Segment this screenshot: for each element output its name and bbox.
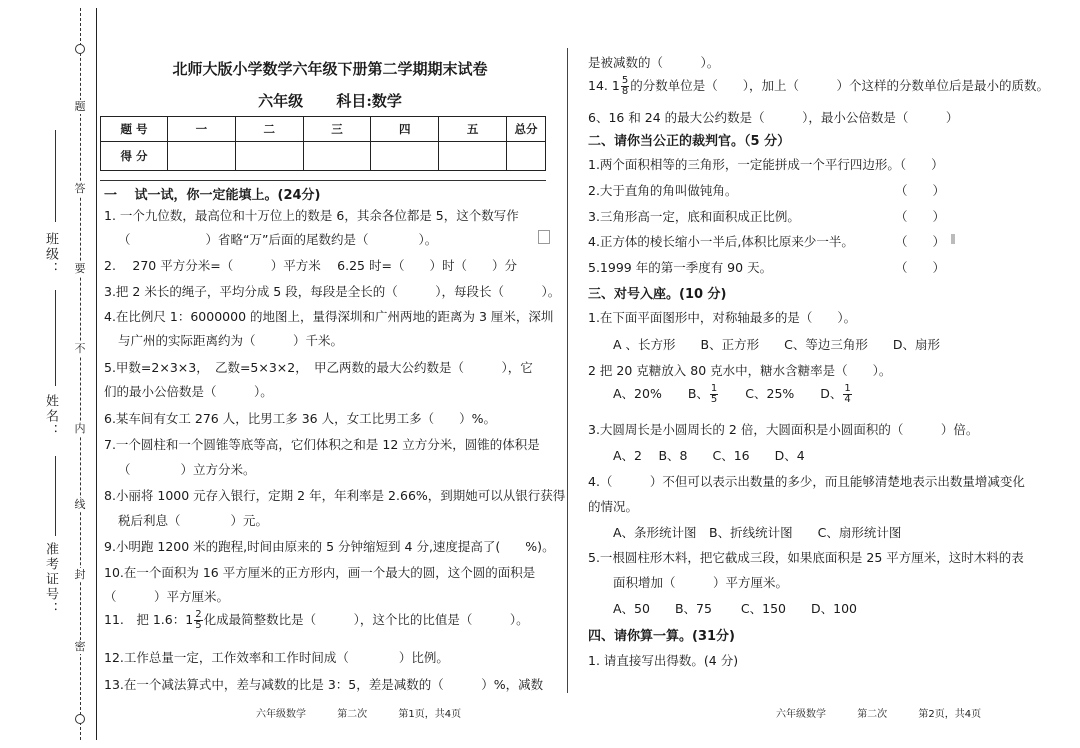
binding-hole-icon <box>75 44 85 54</box>
score-header-cell: 题 号 <box>101 117 168 142</box>
fraction-numerator: 2 <box>195 609 202 620</box>
section-2-heading: 二、请你当公正的裁判官。（5 分） <box>588 134 791 149</box>
question-13-continued: 是被减数的（ ）。 <box>588 55 720 70</box>
option-d-label: D、 <box>820 386 843 401</box>
question-13: 13.在一个减法算式中，差与减数的比是 3：5，差是减数的（ ）%，减数 <box>104 677 544 692</box>
seal-char: 题 <box>72 100 88 114</box>
question-1-line2: （ ）省略“万”后面的尾数约是（ ）。 <box>118 232 438 247</box>
question-6: 6.某车间有女工 276 人，比男工多 36 人，女工比男工多（ ）%。 <box>104 411 496 426</box>
exam-id-blank[interactable] <box>55 456 56 536</box>
question-7-line2: （ ）立方分米。 <box>118 462 256 477</box>
option-c: C、25% <box>745 386 795 401</box>
option-a: A、20% <box>613 386 662 401</box>
choice-question-5-line2: 面积增加（ ）平方厘米。 <box>613 575 789 590</box>
footer-exam-no: 第二次 <box>857 709 888 720</box>
column-divider <box>567 48 568 693</box>
fraction-denominator: 5 <box>710 394 718 405</box>
scan-mark-icon <box>951 234 955 244</box>
score-cell[interactable] <box>168 142 236 171</box>
fraction <box>621 76 629 97</box>
fraction <box>843 384 851 405</box>
judge-question-1: 1.两个面积相等的三角形，一定能拼成一个平行四边形。（ ） <box>588 157 944 172</box>
fraction <box>710 384 718 405</box>
score-header-cell: 二 <box>235 117 303 142</box>
choice-question-5-options: A、50 B、75 C、150 D、100 <box>613 601 857 616</box>
binding-hole-icon <box>75 714 85 724</box>
name-blank[interactable] <box>55 290 56 386</box>
score-cell[interactable] <box>507 142 546 171</box>
margin-border-line <box>96 8 97 740</box>
choice-question-4-options: A、条形统计图 B、折线统计图 C、扇形统计图 <box>613 525 902 540</box>
fraction-numerator: 1 <box>844 383 851 394</box>
choice-question-3: 3.大圆周长是小圆周长的 2 倍，大圆面积是小圆面积的（ ）倍。 <box>588 422 979 437</box>
seal-char: 要 <box>72 262 88 276</box>
page-footer-left <box>256 705 489 720</box>
question-5-line2: 们的最小公倍数是（ ）。 <box>104 384 273 399</box>
option-d <box>820 383 853 405</box>
choice-question-3-options: A、2 B、8 C、16 D、4 <box>613 448 805 463</box>
score-cell[interactable] <box>371 142 439 171</box>
seal-char: 不 <box>72 342 88 356</box>
question-1-line1: 1. 一个九位数，最高位和十万位上的数是 6，其余各位都是 5，这个数写作 <box>104 208 519 223</box>
exam-title: 北师大版小学数学六年级下册第二学期期末试卷 <box>172 60 488 78</box>
seal-char: 密 <box>72 640 88 654</box>
scan-mark-icon <box>538 230 550 244</box>
question-8-line2: 税后利息（ ）元。 <box>118 513 269 528</box>
score-cell[interactable] <box>235 142 303 171</box>
score-header-cell: 一 <box>168 117 236 142</box>
fraction-denominator: 8 <box>621 86 629 97</box>
question-14-suffix: 的分数单位是（ ），加上（ ）个这样的分数单位后是最小的质数。 <box>630 78 1049 93</box>
judge-question-3: 3.三角形高一定，底和面积成正比例。 <box>588 209 800 224</box>
fraction <box>194 610 202 631</box>
score-table-header-row <box>101 117 546 142</box>
section-3-heading: 三、对号入座。(10 分) <box>588 287 727 302</box>
seal-char: 线 <box>72 498 88 512</box>
score-cell[interactable] <box>439 142 507 171</box>
grade-label: 六年级 <box>258 92 304 110</box>
question-2: 2. 270 平方分米=（ ）平方米 6.25 时=（ ）时（ ）分 <box>104 258 517 273</box>
question-11 <box>104 610 529 631</box>
fraction-numerator: 1 <box>710 383 718 394</box>
name-label: 姓名： <box>43 394 58 439</box>
score-header-cell: 五 <box>439 117 507 142</box>
seal-char: 答 <box>72 182 88 196</box>
fraction-denominator: 5 <box>195 620 202 631</box>
question-4-line1: 4.在比例尺 1：6000000 的地图上，量得深圳和广州两地的距离为 3 厘米，深圳 <box>104 309 554 324</box>
judge-question-5: 5.1999 年的第一季度有 90 天。 <box>588 260 773 275</box>
score-header-cell: 四 <box>371 117 439 142</box>
question-14 <box>588 76 1049 97</box>
judge-answer-paren[interactable]: （ ） <box>895 209 946 224</box>
fraction-numerator: 5 <box>621 75 629 86</box>
section-divider <box>100 180 546 181</box>
footer-subject: 六年级数学 <box>256 709 306 720</box>
question-11-suffix: 化成最简整数比是（ ），这个比的比值是（ ）。 <box>203 612 529 627</box>
exam-id-label: 准考证号： <box>43 542 58 617</box>
footer-page-number: 第1页，共4页 <box>398 709 462 720</box>
question-7-line1: 7.一个圆柱和一个圆锥等底等高，它们体积之和是 12 立方分米，圆锥的体积是 <box>104 437 540 452</box>
score-table <box>100 116 546 171</box>
seal-char: 封 <box>72 568 88 582</box>
choice-question-5-line1: 5.一根圆柱形木料，把它截成三段，如果底面积是 25 平方厘米，这时木料的表 <box>588 550 1024 565</box>
choice-question-4-line1: 4.（ ）不但可以表示出数量的多少，而且能够清楚地表示出数量增减变化 <box>588 474 1025 489</box>
option-b <box>687 383 719 405</box>
seal-char: 内 <box>72 422 88 436</box>
section-1-heading: 一 试一试，你一定能填上。(24分) <box>104 188 321 203</box>
option-b-label: B、 <box>687 386 709 401</box>
question-5-line1: 5.甲数=2×3×3， 乙数=5×3×2， 甲乙两数的最大公约数是（ ），它 <box>104 360 533 375</box>
choice-question-2: 2 把 20 克糖放入 80 克水中，糖水含糖率是（ ）。 <box>588 363 892 378</box>
subject-label: 科目:数学 <box>336 92 402 110</box>
page-footer-right <box>776 705 1009 720</box>
question-11-prefix: 11. 把 1.6：1 <box>104 612 194 627</box>
question-8-line1: 8.小丽将 1000 元存入银行，定期 2 年，年利率是 2.66%，到期她可以从银行获得 <box>104 488 566 503</box>
footer-exam-no: 第二次 <box>337 709 368 720</box>
choice-question-2-options <box>613 384 853 405</box>
judge-question-2: 2.大于直角的角叫做钝角。 <box>588 183 738 198</box>
score-header-cell: 三 <box>303 117 371 142</box>
judge-answer-paren[interactable]: （ ） <box>895 183 946 198</box>
class-blank[interactable] <box>55 130 56 222</box>
score-header-cell: 总分 <box>507 117 546 142</box>
question-3: 3.把 2 米长的绳子，平均分成 5 段，每段是全长的（ ），每段长（ ）。 <box>104 284 561 299</box>
judge-answer-paren[interactable]: （ ） <box>895 234 946 249</box>
class-label: 班级： <box>43 232 58 277</box>
question-15: 6、16 和 24 的最大公约数是（ ），最小公倍数是（ ） <box>588 110 959 125</box>
footer-subject: 六年级数学 <box>776 709 826 720</box>
score-table-score-row <box>101 142 546 171</box>
score-cell[interactable] <box>303 142 371 171</box>
section-4-heading: 四、请你算一算。(31分) <box>588 629 735 644</box>
judge-question-4: 4.正方体的棱长缩小一半后,体积比原来少一半。 <box>588 234 854 249</box>
choice-question-4-line2: 的情况。 <box>588 499 639 514</box>
choice-question-1: 1.在下面平面图形中，对称轴最多的是（ ）。 <box>588 310 857 325</box>
question-14-prefix: 14. 1 <box>588 78 620 93</box>
fraction-denominator: 4 <box>844 394 851 405</box>
question-10-line2: （ ）平方厘米。 <box>104 589 230 604</box>
score-row-label: 得 分 <box>101 142 168 171</box>
choice-question-1-options: A 、长方形 B、正方形 C、等边三角形 D、扇形 <box>613 337 940 352</box>
question-9: 9.小明跑 1200 米的跑程,时间由原来的 5 分钟缩短到 4 分,速度提高了( %)。 <box>104 539 555 554</box>
seal-dashed-line <box>80 8 81 740</box>
calc-question-1: 1. 请直接写出得数。(4 分) <box>588 653 739 668</box>
judge-answer-paren[interactable]: （ ） <box>895 260 946 275</box>
question-10-line1: 10.在一个面积为 16 平方厘米的正方形内，画一个最大的圆，这个圆的面积是 <box>104 565 536 580</box>
question-12: 12.工作总量一定，工作效率和工作时间成（ ）比例。 <box>104 650 449 665</box>
exam-subtitle <box>100 90 560 111</box>
footer-page-number: 第2页，共4页 <box>918 709 982 720</box>
question-4-line2: 与广州的实际距离约为（ ）千米。 <box>118 333 344 348</box>
